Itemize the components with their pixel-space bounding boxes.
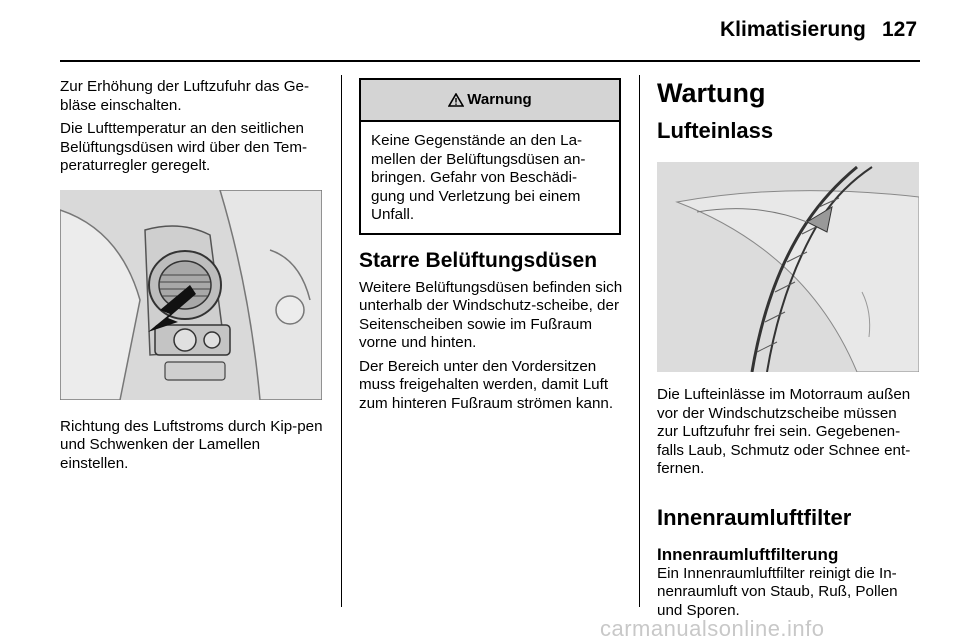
warning-icon (448, 93, 464, 107)
paragraph: Weitere Belüftungsdüsen befinden sich unterhalb der Windschutz-scheibe, der Seitenscheiben sowie im Fußraum vorne und hinten. (359, 278, 623, 351)
vent-airflow-icon (60, 190, 322, 400)
page-header-title: Klimatisierung (720, 18, 866, 41)
page-number: 127 (882, 18, 918, 41)
paragraph: Zur Erhöhung der Luftzufuhr das Ge-bläse einschalten. (60, 78, 310, 114)
column-divider-1 (341, 75, 342, 607)
paragraph: Die Lufteinlässe im Motorraum außen vor der Windschutzscheibe müssen zur Luftzufuhr frei sein. Gegebenen-falls Laub, Schmutz oder Schnee ent-fernen. (657, 386, 911, 477)
air-intake-icon (657, 162, 919, 372)
column-right (657, 78, 921, 625)
warning-title: Warnung (467, 90, 532, 108)
warning-header (361, 80, 619, 122)
vent-illustration (60, 190, 322, 400)
warning-text: Keine Gegenstände an den La-mellen der Belüftungsdüsen an-bringen. Gefahr von Beschädi-gung und Verletzung bei einem Unfall. (371, 132, 586, 223)
paragraph: Der Bereich unter den Vordersitzen muss freigehalten werden, damit Luft zum hinteren Fußraum strömen kann. (359, 357, 614, 412)
paragraph: Ein Innenraumluftfilter reinigt die In-nenraumluft von Staub, Ruß, Pollen und Sporen. (657, 564, 898, 619)
paragraph: Die Lufttemperatur an den seitlichen Belüftungsdüsen wird über den Tem-peraturregler geregelt. (60, 120, 308, 174)
subsection-heading: Innenraumluftfilterung (657, 544, 839, 564)
header-divider (60, 60, 920, 62)
watermark: carmanualsonline.info (600, 616, 825, 641)
section-heading: Innenraumluftfilter (657, 504, 852, 530)
paragraph: Richtung des Luftstroms durch Kip-pen und Schwenken der Lamellen einstellen. (60, 417, 323, 472)
chapter-heading: Wartung (657, 78, 766, 108)
column-left (60, 78, 326, 478)
section-heading: Starre Belüftungsdüsen (359, 248, 598, 272)
column-middle (359, 78, 625, 418)
air-intake-illustration (657, 162, 919, 372)
column-divider-2 (639, 75, 640, 607)
warning-box (359, 78, 621, 235)
section-heading: Lufteinlass (657, 118, 774, 143)
